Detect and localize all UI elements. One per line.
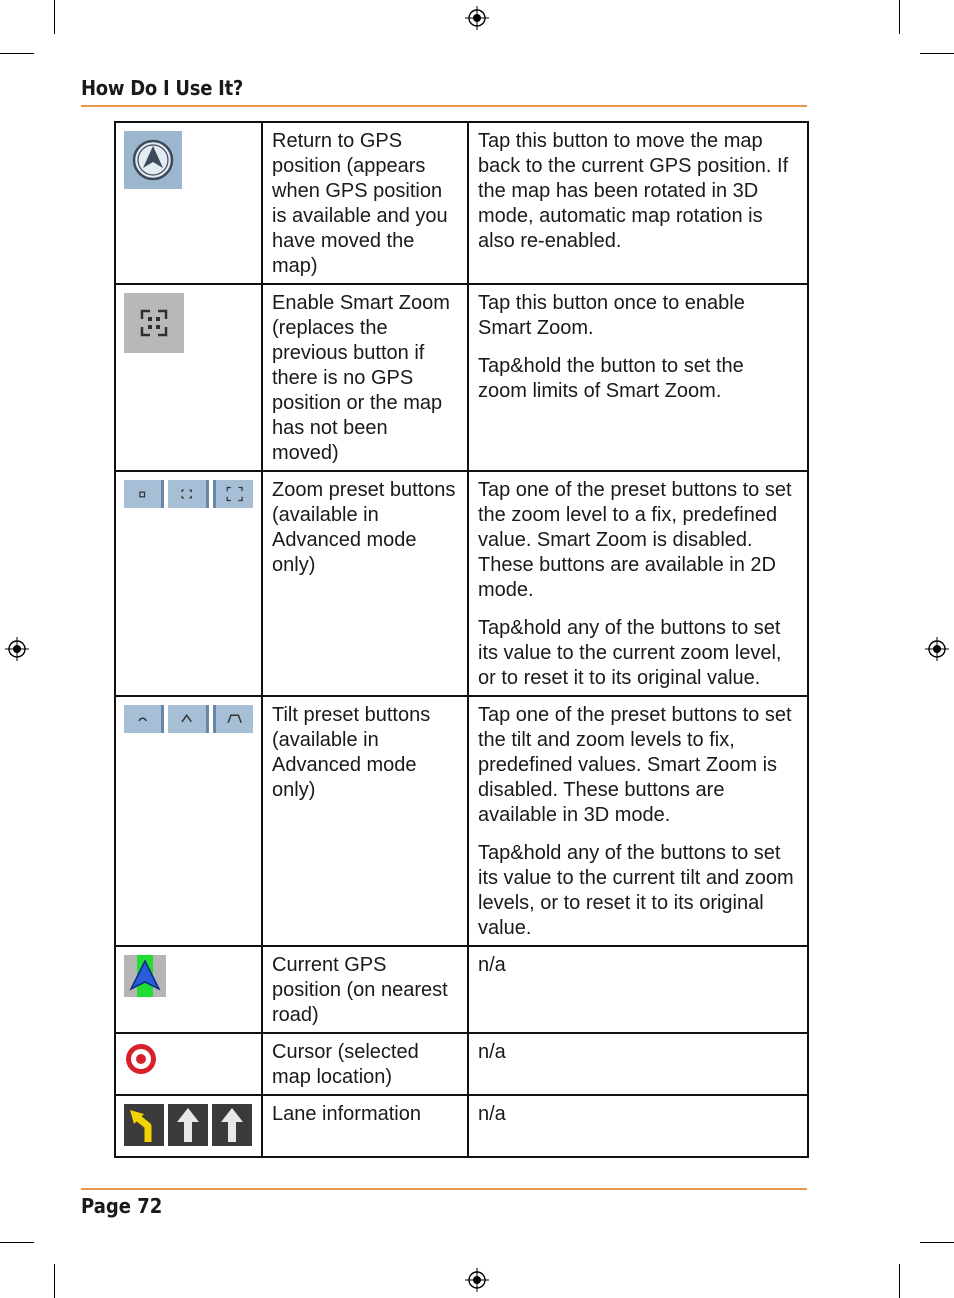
crop-mark: [899, 1264, 900, 1298]
icon-cell: [115, 1033, 262, 1095]
description-cell: Tap one of the preset buttons to set the tilt and zoom levels to fix, predefined values. Smart Zoom is disabled. These buttons are available in 3D mode. Tap&hold any of the buttons to set its value to the current tilt and zoom levels, or to reset it to its original value.: [468, 696, 808, 946]
registration-mark-icon: [465, 6, 489, 30]
description-cell: Tap this button to move the map back to the current GPS position. If the map has been rotated in 3D mode, automatic map rotation is also re-enabled.: [468, 122, 808, 284]
crop-mark: [920, 53, 954, 54]
table-row: [115, 284, 808, 471]
smart-zoom-icon: [124, 293, 184, 353]
name-cell: Current GPS position (on nearest road): [262, 946, 468, 1033]
description-cell: n/a: [468, 946, 808, 1033]
cursor-icon: [124, 1042, 160, 1076]
crop-mark: [54, 0, 55, 34]
tilt-preset-icons: [124, 705, 253, 733]
icon-cell: [115, 471, 262, 696]
table-row: [115, 1095, 808, 1157]
table-row: [115, 471, 808, 696]
page-header-title: How Do I Use It?: [81, 76, 244, 100]
lane-straight-icon: [168, 1104, 208, 1146]
table-row: [115, 122, 808, 284]
zoom-preset-icons: [124, 480, 253, 508]
return-to-gps-icon: [124, 131, 182, 189]
registration-mark-icon: [465, 1268, 489, 1292]
table-row: [115, 696, 808, 946]
tilt-preset-low-icon: [124, 705, 164, 733]
description-cell: n/a: [468, 1095, 808, 1157]
header-rule: [81, 105, 807, 107]
tilt-preset-high-icon: [213, 705, 253, 733]
crop-mark: [54, 1264, 55, 1298]
controls-table: [114, 121, 809, 1158]
icon-cell: [115, 696, 262, 946]
description-cell: Tap this button once to enable Smart Zoom. Tap&hold the button to set the zoom limits of Smart Zoom.: [468, 284, 808, 471]
description-cell: Tap one of the preset buttons to set the zoom level to a fix, predefined value. Smart Zoom is disabled. These buttons are available in 2D mode. Tap&hold any of the buttons to set its value to the current zoom level, or to reset it to its original value.: [468, 471, 808, 696]
registration-mark-icon: [925, 637, 949, 661]
lane-turn-left-icon: [124, 1104, 164, 1146]
zoom-preset-medium-icon: [168, 480, 208, 508]
name-cell: Cursor (selected map location): [262, 1033, 468, 1095]
icon-cell: [115, 1095, 262, 1157]
name-cell: Zoom preset buttons (available in Advanced mode only): [262, 471, 468, 696]
lane-information-icons: [124, 1104, 253, 1146]
icon-cell: [115, 122, 262, 284]
registration-mark-icon: [5, 637, 29, 661]
name-cell: Tilt preset buttons (available in Advanced mode only): [262, 696, 468, 946]
lane-straight-icon: [212, 1104, 252, 1146]
name-cell: Return to GPS position (appears when GPS position is available and you have moved the map): [262, 122, 468, 284]
crop-mark: [0, 53, 34, 54]
crop-mark: [0, 1242, 34, 1243]
icon-cell: [115, 284, 262, 471]
crop-mark: [920, 1242, 954, 1243]
zoom-preset-far-icon: [213, 480, 253, 508]
footer-rule: [81, 1188, 807, 1190]
current-gps-position-icon: [124, 955, 166, 997]
page-number: Page 72: [81, 1194, 163, 1218]
name-cell: Lane information: [262, 1095, 468, 1157]
icon-cell: [115, 946, 262, 1033]
description-cell: n/a: [468, 1033, 808, 1095]
crop-mark: [899, 0, 900, 34]
name-cell: Enable Smart Zoom (replaces the previous button if there is no GPS position or the map has not been moved): [262, 284, 468, 471]
table-row: [115, 946, 808, 1033]
tilt-preset-medium-icon: [168, 705, 208, 733]
zoom-preset-near-icon: [124, 480, 164, 508]
table-row: [115, 1033, 808, 1095]
